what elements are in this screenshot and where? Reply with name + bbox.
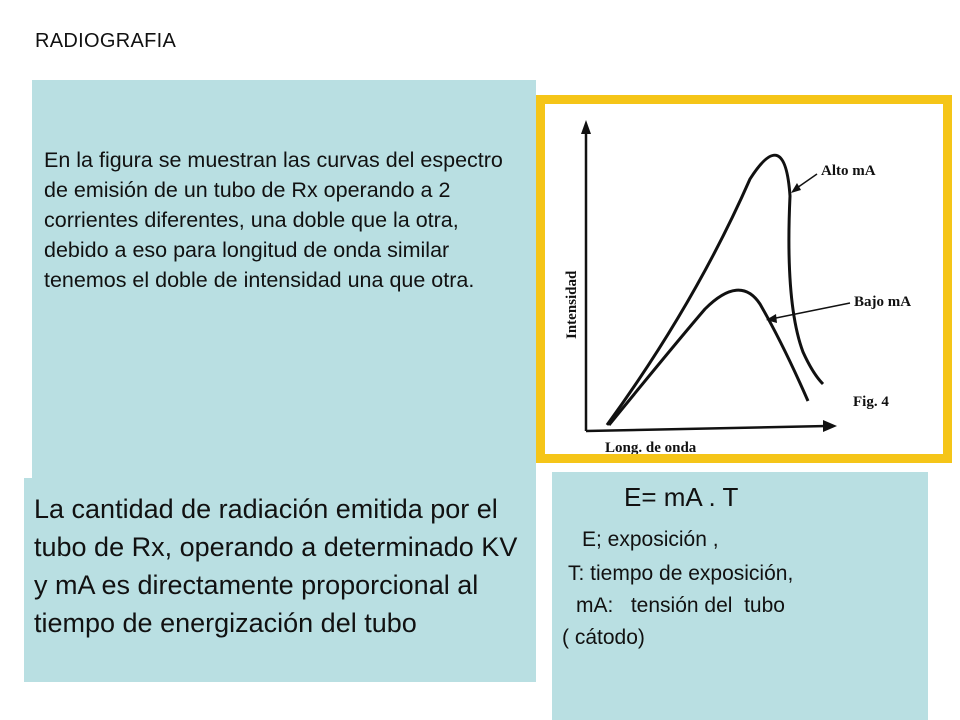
x-axis <box>586 426 827 431</box>
formula-panel <box>552 472 928 720</box>
statement-panel <box>24 478 536 682</box>
statement-paragraph: La cantidad de radiación emitida por el tubo de Rx, operando a determinado KV y mA es directamente proporcional al tiempo de energización del tubo <box>34 494 518 638</box>
label-low-ma: Bajo mA <box>854 294 912 310</box>
spectrum-figure <box>536 95 952 463</box>
formula-line: ( cátodo) <box>562 626 645 649</box>
formula-line: E; exposición , <box>582 528 719 551</box>
curve-high-ma <box>607 155 823 425</box>
x-axis-label: Long. de onda <box>605 440 697 454</box>
low-ma-pointer <box>771 303 850 319</box>
formula-line: T: tiempo de exposición, <box>568 562 794 585</box>
intro-paragraph: En la figura se muestran las curvas del espectro de emisión de un tubo de Rx operando a 2 corrientes diferentes, una doble que la otra, debido a eso para longitud de onda similar tenemos el doble de intensidad una que otra. <box>44 148 503 292</box>
y-axis-arrow <box>581 120 591 134</box>
label-high-ma: Alto mA <box>821 163 876 179</box>
curve-low-ma <box>609 290 808 425</box>
figure-caption: Fig. 4 <box>853 394 889 410</box>
formula-line: mA: tensión del tubo <box>576 594 785 617</box>
slide-title: RADIOGRAFIA <box>35 30 177 52</box>
spectrum-diagram <box>545 104 943 454</box>
intro-panel <box>32 80 536 480</box>
high-ma-pointer-head <box>791 183 801 193</box>
y-axis-label: Intensidad <box>564 270 580 339</box>
x-axis-arrow <box>823 420 837 432</box>
exposure-formula: E= mA . T <box>624 482 739 512</box>
